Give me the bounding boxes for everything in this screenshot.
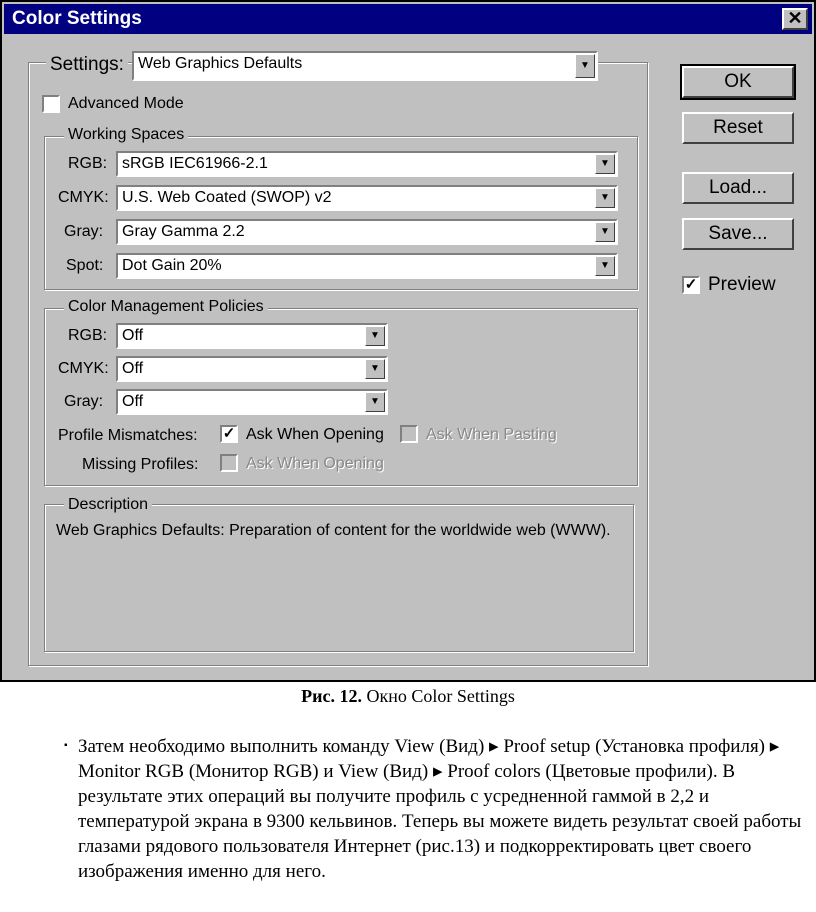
ask-when-opening-label: Ask When Opening — [246, 426, 384, 443]
check-icon: ✓ — [684, 276, 698, 293]
window-title: Color Settings — [12, 8, 142, 29]
policies-title: Color Management Policies — [64, 298, 268, 316]
working-spaces-title: Working Spaces — [64, 126, 188, 144]
chevron-down-icon[interactable]: ▼ — [595, 256, 615, 276]
preview-label: Preview — [708, 274, 776, 295]
ws-gray-select[interactable] — [116, 219, 618, 245]
ws-cmyk-value: U.S. Web Coated (SWOP) v2 — [122, 189, 332, 206]
body-paragraph: Затем необходимо выполнить команду View (Вид) ▸ Proof setup (Установка профиля) ▸ Monitor RGB (Монитор RGB) и View (Вид) ▸ Proof colors (Цветовые профили). В результате этих операций вы получите профиль с усредненной гаммой в 2,2 и температурой экрана в 9300 кельвинов. Теперь вы можете видеть результат своей работы глазами рядового пользователя Интернет (рис.13) и подкорректировать цвет своего изображения именно для него. — [78, 736, 802, 882]
ask-when-pasting-checkbox — [400, 425, 418, 443]
ask-when-opening-checkbox[interactable] — [220, 425, 238, 443]
ws-cmyk-select[interactable] — [116, 185, 618, 211]
caption-number: Рис. 12. — [301, 686, 362, 706]
ws-rgb-value: sRGB IEC61966-2.1 — [122, 155, 268, 172]
figure-caption — [0, 686, 816, 707]
policy-cmyk-label: CMYK: — [58, 360, 109, 377]
ws-rgb-select[interactable] — [116, 151, 618, 177]
bullet-icon: ▪ — [64, 740, 68, 751]
ws-spot-value: Dot Gain 20% — [122, 257, 222, 274]
policy-cmyk-select[interactable] — [116, 356, 388, 382]
policy-gray-select[interactable] — [116, 389, 388, 415]
ask-when-pasting-label: Ask When Pasting — [426, 426, 557, 443]
missing-ask-opening-checkbox — [220, 454, 238, 472]
profile-mismatches-label: Profile Mismatches: — [58, 427, 198, 444]
chevron-down-icon[interactable]: ▼ — [365, 359, 385, 379]
ws-rgb-label: RGB: — [68, 155, 108, 172]
chevron-down-icon[interactable]: ▼ — [365, 392, 385, 412]
chevron-down-icon[interactable]: ▼ — [595, 188, 615, 208]
missing-profiles-label: Missing Profiles: — [82, 456, 199, 473]
ws-gray-value: Gray Gamma 2.2 — [122, 223, 245, 240]
check-icon: ✓ — [222, 425, 236, 442]
ws-gray-label: Gray: — [64, 223, 104, 240]
policy-cmyk-value: Off — [122, 360, 144, 377]
ws-spot-label: Spot: — [66, 257, 104, 274]
close-button[interactable] — [782, 8, 808, 30]
missing-ask-opening-label: Ask When Opening — [246, 455, 384, 472]
settings-select-value: Web Graphics Defaults — [138, 55, 303, 72]
policy-rgb-select[interactable] — [116, 323, 388, 349]
advanced-mode-label: Advanced Mode — [68, 95, 184, 112]
ws-spot-select[interactable] — [116, 253, 618, 279]
reset-button[interactable]: Reset — [682, 112, 794, 144]
policy-gray-value: Off — [122, 393, 144, 410]
advanced-mode-checkbox[interactable] — [42, 95, 60, 113]
settings-label: Settings: — [46, 54, 128, 76]
policy-rgb-label: RGB: — [68, 327, 108, 344]
save-button[interactable]: Save... — [682, 218, 794, 250]
close-icon: ✕ — [787, 8, 803, 28]
settings-select[interactable] — [132, 51, 598, 81]
description-text: Web Graphics Defaults: Preparation of content for the worldwide web (WWW). — [56, 522, 611, 539]
caption-text: Окно Color Settings — [361, 686, 515, 706]
load-button[interactable]: Load... — [682, 172, 794, 204]
chevron-down-icon[interactable]: ▼ — [595, 154, 615, 174]
chevron-down-icon[interactable]: ▼ — [365, 326, 385, 346]
ws-cmyk-label: CMYK: — [58, 189, 109, 206]
description-title: Description — [64, 496, 152, 514]
policy-gray-label: Gray: — [64, 393, 104, 410]
ok-button[interactable]: OK — [682, 66, 794, 98]
chevron-down-icon[interactable]: ▼ — [595, 222, 615, 242]
chevron-down-icon[interactable]: ▼ — [575, 54, 595, 78]
policy-rgb-value: Off — [122, 327, 144, 344]
title-bar[interactable] — [4, 4, 812, 34]
preview-checkbox[interactable] — [682, 276, 700, 294]
